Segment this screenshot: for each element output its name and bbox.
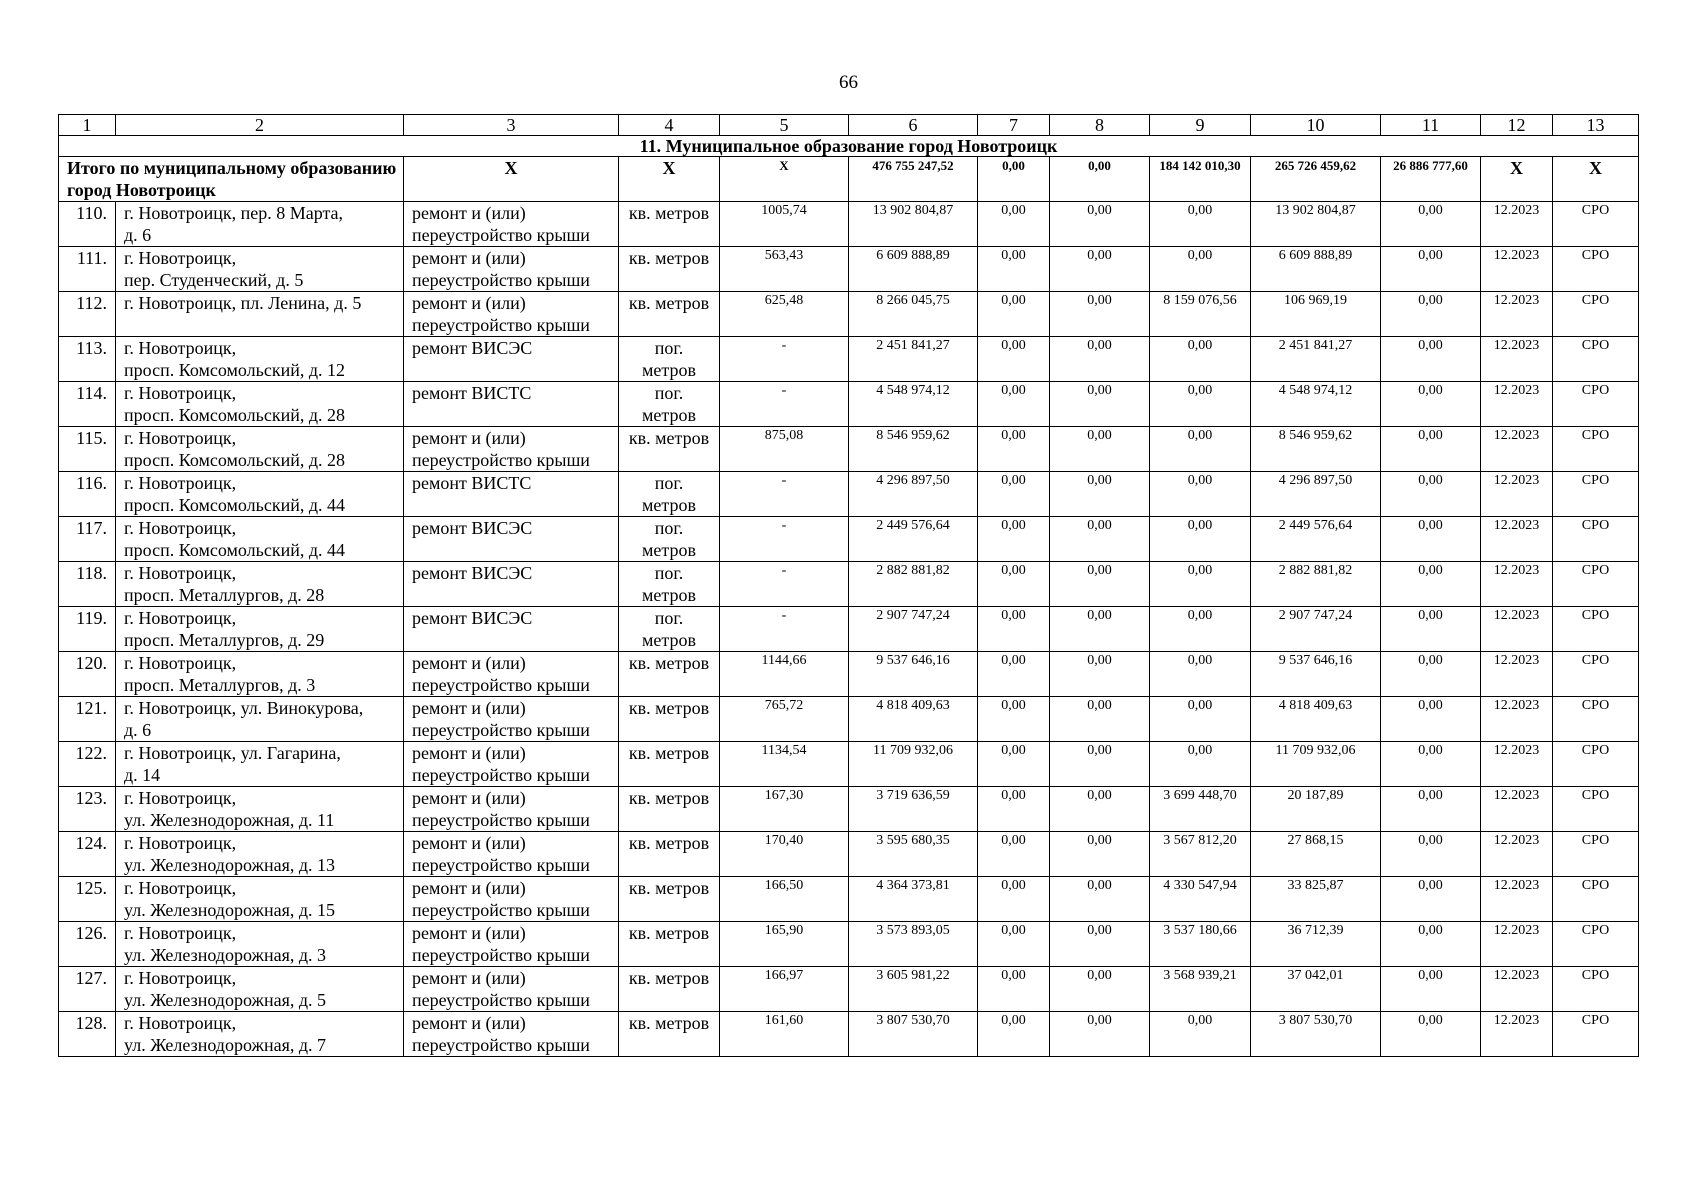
- row-index: 126.: [59, 922, 116, 967]
- amount-cell: 0,00: [1150, 742, 1251, 787]
- column-header: 1: [59, 115, 116, 136]
- total-cell: X: [720, 157, 849, 202]
- method-cell: СРО: [1553, 427, 1639, 472]
- amount-cell: 0,00: [978, 562, 1050, 607]
- table-row: [59, 382, 1639, 427]
- total-cell: 0,00: [978, 157, 1050, 202]
- amount-cell: 0,00: [1150, 1012, 1251, 1057]
- amount-cell: 0,00: [1150, 472, 1251, 517]
- amount-cell: 0,00: [1050, 877, 1150, 922]
- completion-date-cell: 12.2023: [1481, 517, 1553, 562]
- work-type-cell: ремонт и (или) переустройство крыши: [404, 1012, 619, 1057]
- address-cell: г. Новотроицк, ул. Железнодорожная, д. 7: [116, 1012, 404, 1057]
- work-type-cell: ремонт и (или) переустройство крыши: [404, 202, 619, 247]
- method-cell: СРО: [1553, 967, 1639, 1012]
- amount-cell: 20 187,89: [1251, 787, 1381, 832]
- work-type-cell: ремонт и (или) переустройство крыши: [404, 427, 619, 472]
- unit-cell: кв. метров: [619, 1012, 720, 1057]
- unit-cell: кв. метров: [619, 922, 720, 967]
- column-header: 10: [1251, 115, 1381, 136]
- address-cell: г. Новотроицк, просп. Комсомольский, д. 12: [116, 337, 404, 382]
- row-index: 128.: [59, 1012, 116, 1057]
- table-row: [59, 877, 1639, 922]
- address-cell: г. Новотроицк, ул. Железнодорожная, д. 11: [116, 787, 404, 832]
- total-cost-cell: 2 449 576,64: [849, 517, 978, 562]
- area-cell: 765,72: [720, 697, 849, 742]
- total-cell: X: [404, 157, 619, 202]
- table-row: [59, 742, 1639, 787]
- method-cell: СРО: [1553, 382, 1639, 427]
- completion-date-cell: 12.2023: [1481, 247, 1553, 292]
- amount-cell: 0,00: [1381, 922, 1481, 967]
- method-cell: СРО: [1553, 337, 1639, 382]
- address-cell: г. Новотроицк, ул. Железнодорожная, д. 13: [116, 832, 404, 877]
- column-header: 7: [978, 115, 1050, 136]
- completion-date-cell: 12.2023: [1481, 967, 1553, 1012]
- amount-cell: 0,00: [1050, 697, 1150, 742]
- row-index: 122.: [59, 742, 116, 787]
- row-index: 111.: [59, 247, 116, 292]
- unit-cell: пог. метров: [619, 517, 720, 562]
- work-type-cell: ремонт ВИСЭС: [404, 337, 619, 382]
- total-row: [59, 157, 1639, 202]
- total-cost-cell: 3 573 893,05: [849, 922, 978, 967]
- area-cell: 170,40: [720, 832, 849, 877]
- completion-date-cell: 12.2023: [1481, 832, 1553, 877]
- row-index: 123.: [59, 787, 116, 832]
- amount-cell: 0,00: [1050, 562, 1150, 607]
- unit-cell: кв. метров: [619, 202, 720, 247]
- total-label: Итого по муниципальному образованию город Новотроицк: [59, 157, 404, 202]
- amount-cell: 0,00: [978, 922, 1050, 967]
- unit-cell: пог. метров: [619, 472, 720, 517]
- unit-cell: кв. метров: [619, 742, 720, 787]
- total-cell: 26 886 777,60: [1381, 157, 1481, 202]
- amount-cell: 37 042,01: [1251, 967, 1381, 1012]
- amount-cell: 0,00: [1050, 337, 1150, 382]
- row-index: 127.: [59, 967, 116, 1012]
- unit-cell: кв. метров: [619, 787, 720, 832]
- amount-cell: 0,00: [1150, 247, 1251, 292]
- area-cell: 166,97: [720, 967, 849, 1012]
- amount-cell: 0,00: [1050, 967, 1150, 1012]
- amount-cell: 6 609 888,89: [1251, 247, 1381, 292]
- row-index: 118.: [59, 562, 116, 607]
- section-title-row: [59, 136, 1639, 157]
- address-cell: г. Новотроицк, ул. Железнодорожная, д. 3: [116, 922, 404, 967]
- amount-cell: 0,00: [1050, 382, 1150, 427]
- unit-cell: пог. метров: [619, 562, 720, 607]
- total-cost-cell: 11 709 932,06: [849, 742, 978, 787]
- unit-cell: кв. метров: [619, 427, 720, 472]
- total-cost-cell: 2 882 881,82: [849, 562, 978, 607]
- unit-cell: кв. метров: [619, 832, 720, 877]
- work-type-cell: ремонт ВИСЭС: [404, 562, 619, 607]
- total-cost-cell: 8 266 045,75: [849, 292, 978, 337]
- area-cell: 625,48: [720, 292, 849, 337]
- address-cell: г. Новотроицк, просп. Комсомольский, д. 28: [116, 382, 404, 427]
- area-cell: 875,08: [720, 427, 849, 472]
- total-cell: 476 755 247,52: [849, 157, 978, 202]
- column-header: 3: [404, 115, 619, 136]
- amount-cell: 0,00: [978, 652, 1050, 697]
- work-type-cell: ремонт и (или) переустройство крыши: [404, 742, 619, 787]
- amount-cell: 0,00: [1381, 787, 1481, 832]
- unit-cell: пог. метров: [619, 607, 720, 652]
- amount-cell: 0,00: [1381, 517, 1481, 562]
- completion-date-cell: 12.2023: [1481, 202, 1553, 247]
- method-cell: СРО: [1553, 832, 1639, 877]
- amount-cell: 3 807 530,70: [1251, 1012, 1381, 1057]
- amount-cell: 0,00: [1150, 202, 1251, 247]
- unit-cell: пог. метров: [619, 337, 720, 382]
- work-type-cell: ремонт и (или) переустройство крыши: [404, 877, 619, 922]
- page-number: 66: [839, 72, 858, 93]
- amount-cell: 0,00: [1381, 697, 1481, 742]
- area-cell: -: [720, 337, 849, 382]
- address-cell: г. Новотроицк, просп. Комсомольский, д. 44: [116, 517, 404, 562]
- amount-cell: 0,00: [978, 382, 1050, 427]
- completion-date-cell: 12.2023: [1481, 697, 1553, 742]
- amount-cell: 27 868,15: [1251, 832, 1381, 877]
- column-header: 5: [720, 115, 849, 136]
- amount-cell: 0,00: [978, 742, 1050, 787]
- address-cell: г. Новотроицк, просп. Металлургов, д. 29: [116, 607, 404, 652]
- method-cell: СРО: [1553, 787, 1639, 832]
- row-index: 112.: [59, 292, 116, 337]
- amount-cell: 0,00: [978, 472, 1050, 517]
- work-type-cell: ремонт и (или) переустройство крыши: [404, 832, 619, 877]
- amount-cell: 0,00: [1050, 607, 1150, 652]
- work-type-cell: ремонт и (или) переустройство крыши: [404, 247, 619, 292]
- method-cell: СРО: [1553, 517, 1639, 562]
- work-type-cell: ремонт и (или) переустройство крыши: [404, 787, 619, 832]
- table-row: [59, 607, 1639, 652]
- unit-cell: кв. метров: [619, 877, 720, 922]
- amount-cell: 8 546 959,62: [1251, 427, 1381, 472]
- method-cell: СРО: [1553, 292, 1639, 337]
- row-index: 116.: [59, 472, 116, 517]
- amount-cell: 0,00: [1381, 562, 1481, 607]
- table-row: [59, 652, 1639, 697]
- column-header: 6: [849, 115, 978, 136]
- total-cell: 265 726 459,62: [1251, 157, 1381, 202]
- amount-cell: 0,00: [1381, 247, 1481, 292]
- column-header: 11: [1381, 115, 1481, 136]
- total-cell: 0,00: [1050, 157, 1150, 202]
- completion-date-cell: 12.2023: [1481, 427, 1553, 472]
- total-cell: X: [1481, 157, 1553, 202]
- amount-cell: 3 699 448,70: [1150, 787, 1251, 832]
- amount-cell: 0,00: [1050, 652, 1150, 697]
- column-header: 13: [1553, 115, 1639, 136]
- amount-cell: 106 969,19: [1251, 292, 1381, 337]
- total-cell: 184 142 010,30: [1150, 157, 1251, 202]
- area-cell: 1144,66: [720, 652, 849, 697]
- amount-cell: 3 537 180,66: [1150, 922, 1251, 967]
- work-type-cell: ремонт и (или) переустройство крыши: [404, 967, 619, 1012]
- column-header: 4: [619, 115, 720, 136]
- amount-cell: 0,00: [978, 1012, 1050, 1057]
- amount-cell: 0,00: [978, 967, 1050, 1012]
- column-number-row: [59, 115, 1639, 136]
- row-index: 125.: [59, 877, 116, 922]
- amount-cell: 0,00: [1050, 1012, 1150, 1057]
- work-type-cell: ремонт ВИСТС: [404, 472, 619, 517]
- work-type-cell: ремонт и (или) переустройство крыши: [404, 922, 619, 967]
- amount-cell: 33 825,87: [1251, 877, 1381, 922]
- amount-cell: 0,00: [1050, 202, 1150, 247]
- amount-cell: 0,00: [1050, 922, 1150, 967]
- unit-cell: кв. метров: [619, 247, 720, 292]
- row-index: 121.: [59, 697, 116, 742]
- area-cell: 167,30: [720, 787, 849, 832]
- table-row: [59, 697, 1639, 742]
- total-cell: X: [619, 157, 720, 202]
- completion-date-cell: 12.2023: [1481, 472, 1553, 517]
- work-type-cell: ремонт и (или) переустройство крыши: [404, 697, 619, 742]
- row-index: 115.: [59, 427, 116, 472]
- column-header: 2: [116, 115, 404, 136]
- area-cell: -: [720, 472, 849, 517]
- amount-cell: 0,00: [978, 832, 1050, 877]
- address-cell: г. Новотроицк, ул. Железнодорожная, д. 15: [116, 877, 404, 922]
- total-cost-cell: 3 605 981,22: [849, 967, 978, 1012]
- amount-cell: 0,00: [1150, 337, 1251, 382]
- amount-cell: 2 449 576,64: [1251, 517, 1381, 562]
- amount-cell: 0,00: [1150, 607, 1251, 652]
- address-cell: г. Новотроицк, пер. 8 Марта, д. 6: [116, 202, 404, 247]
- method-cell: СРО: [1553, 562, 1639, 607]
- amount-cell: 0,00: [1150, 382, 1251, 427]
- column-header: 9: [1150, 115, 1251, 136]
- amount-cell: 2 451 841,27: [1251, 337, 1381, 382]
- completion-date-cell: 12.2023: [1481, 1012, 1553, 1057]
- table-row: [59, 967, 1639, 1012]
- row-index: 114.: [59, 382, 116, 427]
- total-cost-cell: 4 818 409,63: [849, 697, 978, 742]
- amount-cell: 0,00: [978, 607, 1050, 652]
- table-row: [59, 292, 1639, 337]
- area-cell: 165,90: [720, 922, 849, 967]
- total-cell: X: [1553, 157, 1639, 202]
- method-cell: СРО: [1553, 247, 1639, 292]
- amount-cell: 0,00: [978, 697, 1050, 742]
- completion-date-cell: 12.2023: [1481, 787, 1553, 832]
- amount-cell: 0,00: [1381, 877, 1481, 922]
- amount-cell: 0,00: [1050, 292, 1150, 337]
- amount-cell: 0,00: [978, 337, 1050, 382]
- work-type-cell: ремонт ВИСТС: [404, 382, 619, 427]
- method-cell: СРО: [1553, 922, 1639, 967]
- unit-cell: пог. метров: [619, 382, 720, 427]
- total-cost-cell: 4 296 897,50: [849, 472, 978, 517]
- area-cell: 161,60: [720, 1012, 849, 1057]
- table-row: [59, 202, 1639, 247]
- amount-cell: 0,00: [1381, 472, 1481, 517]
- amount-cell: 0,00: [1381, 607, 1481, 652]
- total-cost-cell: 4 548 974,12: [849, 382, 978, 427]
- area-cell: 1005,74: [720, 202, 849, 247]
- amount-cell: 0,00: [1050, 742, 1150, 787]
- amount-cell: 0,00: [1381, 652, 1481, 697]
- amount-cell: 0,00: [1381, 967, 1481, 1012]
- work-type-cell: ремонт и (или) переустройство крыши: [404, 292, 619, 337]
- row-index: 113.: [59, 337, 116, 382]
- total-cost-cell: 2 451 841,27: [849, 337, 978, 382]
- method-cell: СРО: [1553, 607, 1639, 652]
- amount-cell: 0,00: [1381, 832, 1481, 877]
- table-row: [59, 832, 1639, 877]
- total-cost-cell: 3 807 530,70: [849, 1012, 978, 1057]
- total-cost-cell: 6 609 888,89: [849, 247, 978, 292]
- amount-cell: 0,00: [1150, 652, 1251, 697]
- amount-cell: 0,00: [1150, 427, 1251, 472]
- amount-cell: 0,00: [1150, 517, 1251, 562]
- amount-cell: 8 159 076,56: [1150, 292, 1251, 337]
- address-cell: г. Новотроицк, ул. Винокурова, д. 6: [116, 697, 404, 742]
- row-index: 124.: [59, 832, 116, 877]
- address-cell: г. Новотроицк, просп. Металлургов, д. 3: [116, 652, 404, 697]
- address-cell: г. Новотроицк, просп. Комсомольский, д. 28: [116, 427, 404, 472]
- amount-cell: 4 818 409,63: [1251, 697, 1381, 742]
- unit-cell: кв. метров: [619, 967, 720, 1012]
- amount-cell: 0,00: [978, 292, 1050, 337]
- area-cell: -: [720, 607, 849, 652]
- completion-date-cell: 12.2023: [1481, 337, 1553, 382]
- amount-cell: 36 712,39: [1251, 922, 1381, 967]
- table-row: [59, 787, 1639, 832]
- amount-cell: 2 882 881,82: [1251, 562, 1381, 607]
- completion-date-cell: 12.2023: [1481, 877, 1553, 922]
- area-cell: 563,43: [720, 247, 849, 292]
- amount-cell: 0,00: [1381, 382, 1481, 427]
- method-cell: СРО: [1553, 697, 1639, 742]
- amount-cell: 0,00: [978, 202, 1050, 247]
- table-row: [59, 337, 1639, 382]
- table-row: [59, 1012, 1639, 1057]
- repair-program-table: [58, 114, 1639, 1057]
- method-cell: СРО: [1553, 1012, 1639, 1057]
- table-row: [59, 922, 1639, 967]
- amount-cell: 0,00: [1381, 427, 1481, 472]
- amount-cell: 0,00: [1050, 472, 1150, 517]
- work-type-cell: ремонт ВИСЭС: [404, 607, 619, 652]
- total-cost-cell: 2 907 747,24: [849, 607, 978, 652]
- table-row: [59, 562, 1639, 607]
- amount-cell: 0,00: [1150, 697, 1251, 742]
- method-cell: СРО: [1553, 877, 1639, 922]
- completion-date-cell: 12.2023: [1481, 652, 1553, 697]
- row-index: 117.: [59, 517, 116, 562]
- unit-cell: кв. метров: [619, 697, 720, 742]
- amount-cell: 0,00: [978, 427, 1050, 472]
- total-cost-cell: 13 902 804,87: [849, 202, 978, 247]
- address-cell: г. Новотроицк, ул. Железнодорожная, д. 5: [116, 967, 404, 1012]
- amount-cell: 0,00: [1050, 517, 1150, 562]
- table-row: [59, 472, 1639, 517]
- amount-cell: 0,00: [978, 877, 1050, 922]
- amount-cell: 2 907 747,24: [1251, 607, 1381, 652]
- area-cell: -: [720, 382, 849, 427]
- completion-date-cell: 12.2023: [1481, 742, 1553, 787]
- address-cell: г. Новотроицк, пер. Студенческий, д. 5: [116, 247, 404, 292]
- address-cell: г. Новотроицк, просп. Комсомольский, д. 44: [116, 472, 404, 517]
- area-cell: 166,50: [720, 877, 849, 922]
- amount-cell: 0,00: [978, 517, 1050, 562]
- method-cell: СРО: [1553, 652, 1639, 697]
- amount-cell: 0,00: [1050, 427, 1150, 472]
- total-cost-cell: 9 537 646,16: [849, 652, 978, 697]
- amount-cell: 4 296 897,50: [1251, 472, 1381, 517]
- total-cost-cell: 4 364 373,81: [849, 877, 978, 922]
- completion-date-cell: 12.2023: [1481, 292, 1553, 337]
- address-cell: г. Новотроицк, пл. Ленина, д. 5: [116, 292, 404, 337]
- total-cost-cell: 8 546 959,62: [849, 427, 978, 472]
- amount-cell: 0,00: [1050, 787, 1150, 832]
- section-title: 11. Муниципальное образование город Новотроицк: [59, 136, 1639, 157]
- completion-date-cell: 12.2023: [1481, 562, 1553, 607]
- amount-cell: 4 548 974,12: [1251, 382, 1381, 427]
- area-cell: 1134,54: [720, 742, 849, 787]
- address-cell: г. Новотроицк, просп. Металлургов, д. 28: [116, 562, 404, 607]
- amount-cell: 0,00: [1050, 247, 1150, 292]
- amount-cell: 0,00: [1381, 292, 1481, 337]
- total-cost-cell: 3 595 680,35: [849, 832, 978, 877]
- column-header: 12: [1481, 115, 1553, 136]
- method-cell: СРО: [1553, 742, 1639, 787]
- amount-cell: 0,00: [978, 787, 1050, 832]
- area-cell: -: [720, 562, 849, 607]
- total-cost-cell: 3 719 636,59: [849, 787, 978, 832]
- amount-cell: 0,00: [1381, 202, 1481, 247]
- amount-cell: 0,00: [978, 247, 1050, 292]
- column-header: 8: [1050, 115, 1150, 136]
- row-index: 119.: [59, 607, 116, 652]
- area-cell: -: [720, 517, 849, 562]
- amount-cell: 4 330 547,94: [1150, 877, 1251, 922]
- amount-cell: 13 902 804,87: [1251, 202, 1381, 247]
- work-type-cell: ремонт ВИСЭС: [404, 517, 619, 562]
- unit-cell: кв. метров: [619, 292, 720, 337]
- row-index: 110.: [59, 202, 116, 247]
- amount-cell: 3 568 939,21: [1150, 967, 1251, 1012]
- amount-cell: 0,00: [1381, 337, 1481, 382]
- amount-cell: 3 567 812,20: [1150, 832, 1251, 877]
- completion-date-cell: 12.2023: [1481, 922, 1553, 967]
- completion-date-cell: 12.2023: [1481, 382, 1553, 427]
- unit-cell: кв. метров: [619, 652, 720, 697]
- amount-cell: 11 709 932,06: [1251, 742, 1381, 787]
- amount-cell: 0,00: [1150, 562, 1251, 607]
- work-type-cell: ремонт и (или) переустройство крыши: [404, 652, 619, 697]
- amount-cell: 0,00: [1050, 832, 1150, 877]
- row-index: 120.: [59, 652, 116, 697]
- amount-cell: 0,00: [1381, 1012, 1481, 1057]
- address-cell: г. Новотроицк, ул. Гагарина, д. 14: [116, 742, 404, 787]
- table-row: [59, 427, 1639, 472]
- table-row: [59, 247, 1639, 292]
- table-row: [59, 517, 1639, 562]
- method-cell: СРО: [1553, 202, 1639, 247]
- amount-cell: 9 537 646,16: [1251, 652, 1381, 697]
- amount-cell: 0,00: [1381, 742, 1481, 787]
- method-cell: СРО: [1553, 472, 1639, 517]
- completion-date-cell: 12.2023: [1481, 607, 1553, 652]
